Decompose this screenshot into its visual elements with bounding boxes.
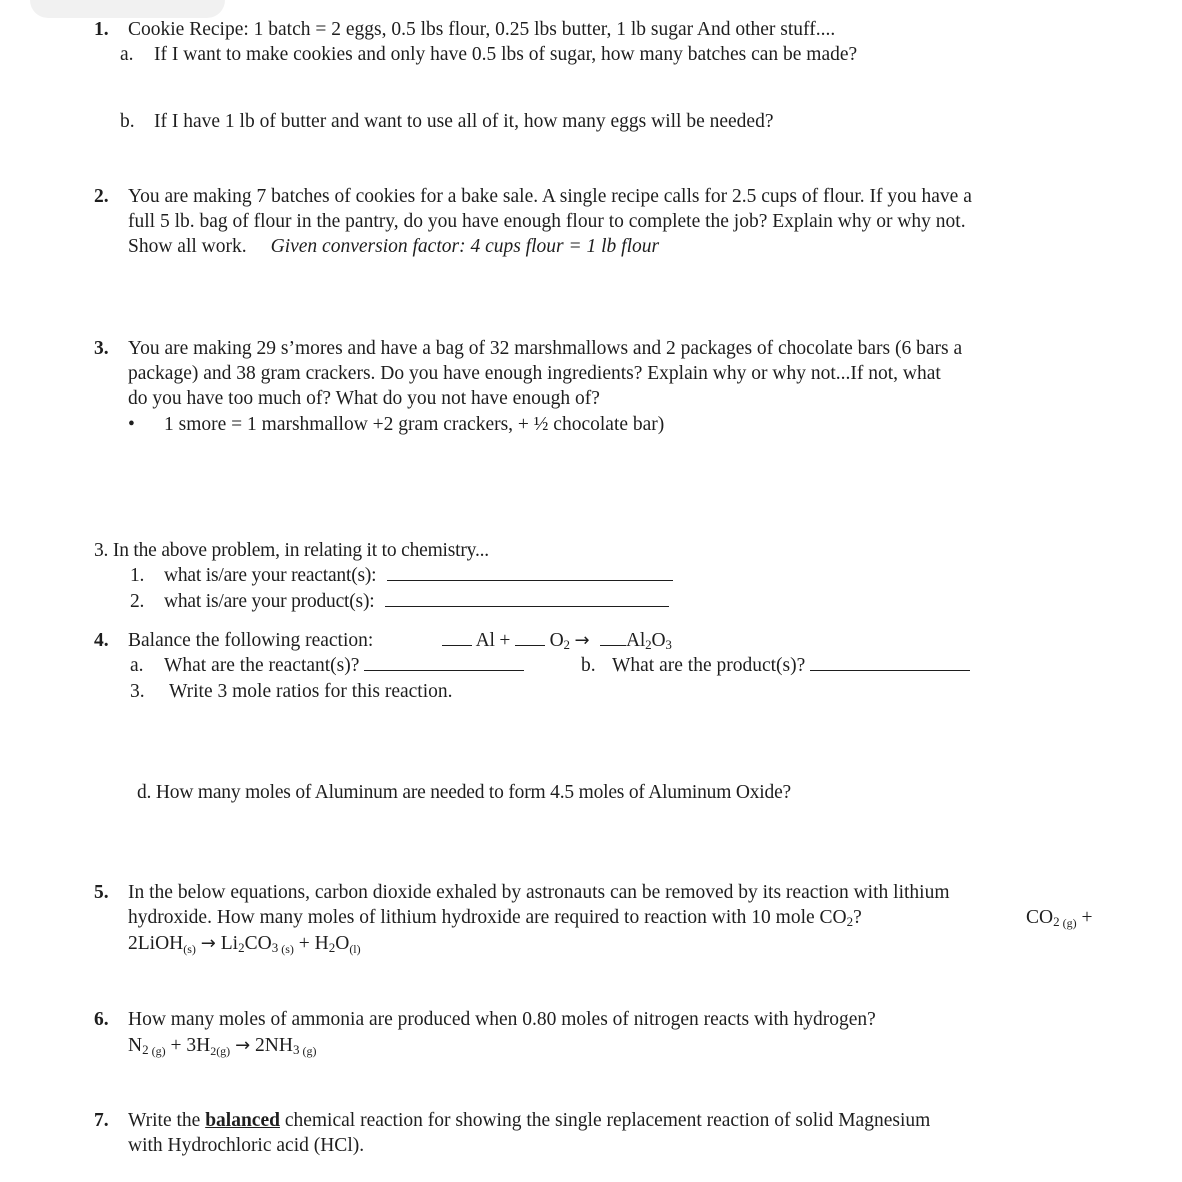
al2o3-coefficient-blank[interactable] <box>600 628 626 646</box>
state-label: (g) <box>1062 916 1077 930</box>
sub-text: If I have 1 lb of butter and want to use all of it, how many eggs will be needed? <box>154 111 774 132</box>
sub-text: What are the product(s)? <box>612 655 806 676</box>
question-text-line1: You are making 29 s’mores and have a bag of 32 marshmallows and 2 packages of chocolate bars (6 bars a <box>128 338 963 359</box>
nh3-term: 2NH <box>255 1035 293 1056</box>
question-text-line1: In the below equations, carbon dioxide exhaled by astronauts can be removed by its reaction with lithium <box>128 882 950 903</box>
question-text-line1: You are making 7 batches of cookies for a bake sale. A single recipe calls for 2.5 cups of flour. If you have a <box>128 186 972 207</box>
question-text: How many moles of ammonia are produced when 0.80 moles of nitrogen reacts with hydrogen? <box>128 1009 876 1030</box>
question-3-line3: do you have too much of? What do you not have enough of? <box>128 388 600 409</box>
sub-text: What are the reactant(s)? <box>164 655 360 676</box>
h-subscript: 2 <box>328 940 336 955</box>
o2-coefficient-blank[interactable] <box>515 628 545 646</box>
state-label: (s) <box>183 942 196 956</box>
item-label: 1. <box>130 565 145 586</box>
n-symbol: N <box>128 1035 143 1056</box>
question-2-line3 <box>128 234 659 259</box>
lioh-term: 2LiOH <box>128 933 184 954</box>
item-text: what is/are your reactant(s): <box>164 565 377 586</box>
question-3-line2: package) and 38 gram crackers. Do you have enough ingredients? Explain why or why not...If not, what <box>128 363 941 384</box>
question-7-line2: with Hydrochloric acid (HCl). <box>128 1135 365 1156</box>
al-term: Al + <box>475 630 511 651</box>
arrow-icon: → <box>574 630 590 651</box>
state-label: (g) <box>151 1044 166 1058</box>
question-text: Cookie Recipe: 1 batch = 2 eggs, 0.5 lbs flour, 0.25 lbs butter, 1 lb sugar And other stuff.... <box>128 19 836 40</box>
page-corner-shade <box>30 0 225 18</box>
nh3-subscript: 3 <box>292 1042 300 1057</box>
question-number: 5. <box>94 882 109 903</box>
question-mark: ? <box>853 907 862 928</box>
o-symbol: O <box>335 933 350 954</box>
co-subscript: 3 <box>271 940 279 955</box>
question-1a <box>120 42 857 67</box>
o-subscript: 3 <box>665 637 672 652</box>
question-3-item-1 <box>130 563 673 588</box>
question-number: 1. <box>94 19 109 40</box>
reactants-answer-blank[interactable] <box>364 653 524 671</box>
h2-term: + 3H <box>170 1035 211 1056</box>
question-text-pre: Write the <box>128 1110 201 1131</box>
o2-symbol: O <box>549 630 564 651</box>
bullet-text: 1 smore = 1 marshmallow +2 gram crackers, + ½ chocolate bar) <box>164 414 665 435</box>
question-text-line2: hydroxide. How many moles of lithium hydroxide are required to reaction with 10 mole CO <box>128 907 847 928</box>
co2-subscript: 2 <box>846 914 854 929</box>
products-answer-blank[interactable] <box>810 653 970 671</box>
question-3-bullet <box>128 412 664 437</box>
sub-label: 3. <box>130 681 145 702</box>
co-symbol: CO <box>244 933 272 954</box>
co2-subscript: 2 <box>1053 914 1060 929</box>
o2-term <box>550 630 570 651</box>
question-4b <box>581 653 970 678</box>
question-4c <box>130 679 453 704</box>
arrow-icon: → <box>235 1035 251 1056</box>
h-symbol: H <box>314 933 329 954</box>
emphasis-balanced: balanced <box>205 1110 280 1131</box>
sub-label: b. <box>581 655 596 676</box>
arrow-icon: → <box>200 933 216 954</box>
question-number: 2. <box>94 186 109 207</box>
li-subscript: 2 <box>238 940 245 955</box>
products-answer-blank[interactable] <box>385 589 669 607</box>
question-1b <box>120 109 774 134</box>
question-5 <box>94 880 950 905</box>
show-work-text: Show all work. <box>128 236 247 257</box>
question-number: 4. <box>94 630 109 651</box>
reactants-answer-blank[interactable] <box>387 563 673 581</box>
sub-label: a. <box>130 655 144 676</box>
question-2-line2: full 5 lb. bag of flour in the pantry, do you have enough flour to complete the job? Explain why or why not. <box>128 211 966 232</box>
question-5-line2 <box>128 905 862 934</box>
plus-sign: + <box>1081 907 1093 928</box>
bullet-icon: • <box>128 414 135 435</box>
question-3-chemistry: 3. In the above problem, in relating it to chemistry... <box>94 540 489 561</box>
question-3 <box>94 336 962 361</box>
al-subscript: 2 <box>645 637 652 652</box>
al-symbol: Al <box>626 630 646 651</box>
equation-lioh <box>128 931 361 962</box>
conversion-factor: Given conversion factor: 4 cups flour = 1 lb flour <box>270 236 660 257</box>
o-symbol: O <box>651 630 666 651</box>
al2o3-term <box>626 630 672 651</box>
question-text: Balance the following reaction: <box>128 630 374 651</box>
question-1 <box>94 17 835 42</box>
state-label: (l) <box>349 942 361 956</box>
co2-symbol: CO <box>1026 907 1054 928</box>
question-7 <box>94 1108 930 1133</box>
question-number: 3. <box>94 338 109 359</box>
sub-text: Write 3 mole ratios for this reaction. <box>169 681 453 702</box>
sub-text: If I want to make cookies and only have 0.5 lbs of sugar, how many batches can be made? <box>154 44 858 65</box>
question-4 <box>94 628 373 653</box>
o2-subscript: 2 <box>563 637 570 652</box>
item-label: 2. <box>130 591 145 612</box>
state-label: (s) <box>281 942 294 956</box>
question-4a <box>130 653 524 678</box>
item-text: what is/are your product(s): <box>164 591 375 612</box>
h2-subscript: 2(g) <box>210 1044 231 1058</box>
equation-ammonia <box>128 1033 316 1064</box>
sub-label: a. <box>120 44 134 65</box>
plus-sign: + <box>298 933 310 954</box>
n-subscript: 2 <box>142 1042 149 1057</box>
question-2 <box>94 184 972 209</box>
state-label: (g) <box>302 1044 317 1058</box>
al-coefficient-blank[interactable] <box>442 628 472 646</box>
li-symbol: Li <box>220 933 239 954</box>
question-3-item-2 <box>130 589 669 614</box>
sub-label: b. <box>120 111 135 132</box>
question-6 <box>94 1007 876 1032</box>
question-number: 6. <box>94 1009 109 1030</box>
question-text-post: chemical reaction for showing the single replacement reaction of solid Magnesium <box>284 1110 931 1131</box>
question-number: 7. <box>94 1110 109 1131</box>
equation-start <box>1026 905 1092 936</box>
question-4d: d. How many moles of Aluminum are needed to form 4.5 moles of Aluminum Oxide? <box>137 782 791 803</box>
